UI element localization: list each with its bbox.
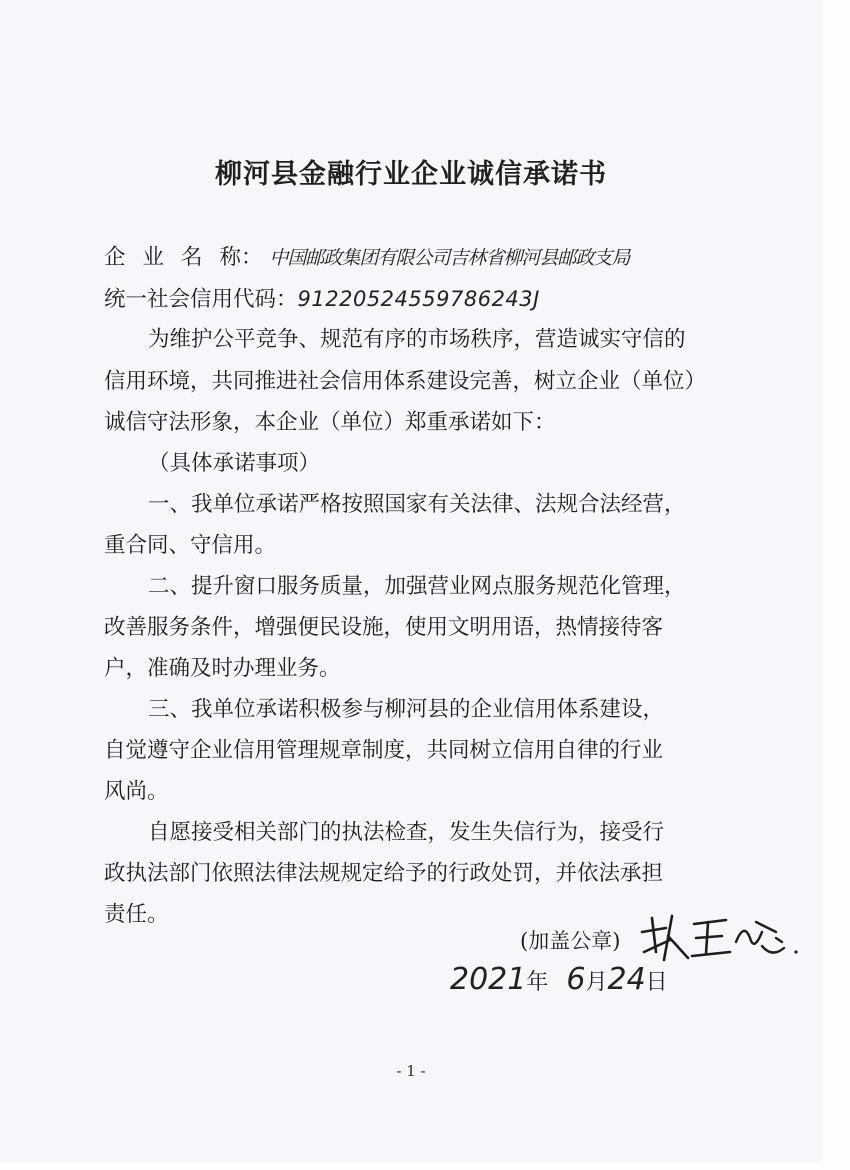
commitment-heading: （具体承诺事项） (148, 451, 321, 476)
paragraph-line: 自愿接受相关部门的执法检查，发生失信行为，接受行 (148, 820, 665, 845)
signing-date: 2021年 6月24日 (450, 962, 668, 997)
date-year: 2021 (450, 962, 527, 997)
paragraph-line: 二、提升窗口服务质量，加强营业网点服务规范化管理， (148, 574, 686, 599)
date-day: 24 (607, 962, 646, 997)
paragraph-line: 风尚。 (104, 779, 169, 804)
paragraph-line: 责任。 (104, 902, 169, 927)
handwritten-signature (636, 902, 806, 966)
paragraph-line: 重合同、守信用。 (104, 533, 277, 558)
paragraph-line: 改善服务条件，增强便民设施，使用文明用语，热情接待客 (104, 615, 664, 640)
page-number: - 1 - (396, 1062, 426, 1080)
paragraph-line: 一、我单位承诺严格按照国家有关法律、法规合法经营， (148, 492, 686, 517)
paragraph-line: 为维护公平竞争、规范有序的市场秩序，营造诚实守信的 (148, 327, 686, 352)
paragraph-line: 诚信守法形象，本企业（单位）郑重承诺如下： (104, 410, 556, 435)
scan-margin-right (822, 0, 850, 1170)
scan-margin-bottom (0, 1162, 850, 1170)
credit-code-row (104, 282, 540, 313)
credit-code-value: 91220524559786243J (297, 287, 540, 311)
paragraph-line: 户，准确及时办理业务。 (104, 656, 341, 681)
company-name-row (104, 240, 629, 271)
seal-note: (加盖公章) (520, 929, 621, 953)
date-month: 6 (566, 962, 586, 997)
paragraph-line: 自觉遵守企业信用管理规章制度，共同树立信用自律的行业 (104, 738, 664, 763)
paragraph-line: 政执法部门依照法律法规规定给予的行政处罚，并依法承担 (104, 861, 664, 886)
document-title: 柳河县金融行业企业诚信承诺书 (215, 159, 607, 190)
company-name-label: 企业名称： (104, 245, 263, 270)
paragraph-line: 信用环境，共同推进社会信用体系建设完善，树立企业（单位） (104, 369, 707, 394)
credit-code-label: 统一社会信用代码： (104, 287, 298, 312)
company-name-value: 中国邮政集团有限公司吉林省柳河县邮政支局 (269, 247, 630, 269)
paragraph-line: 三、我单位承诺积极参与柳河县的企业信用体系建设， (148, 697, 665, 722)
